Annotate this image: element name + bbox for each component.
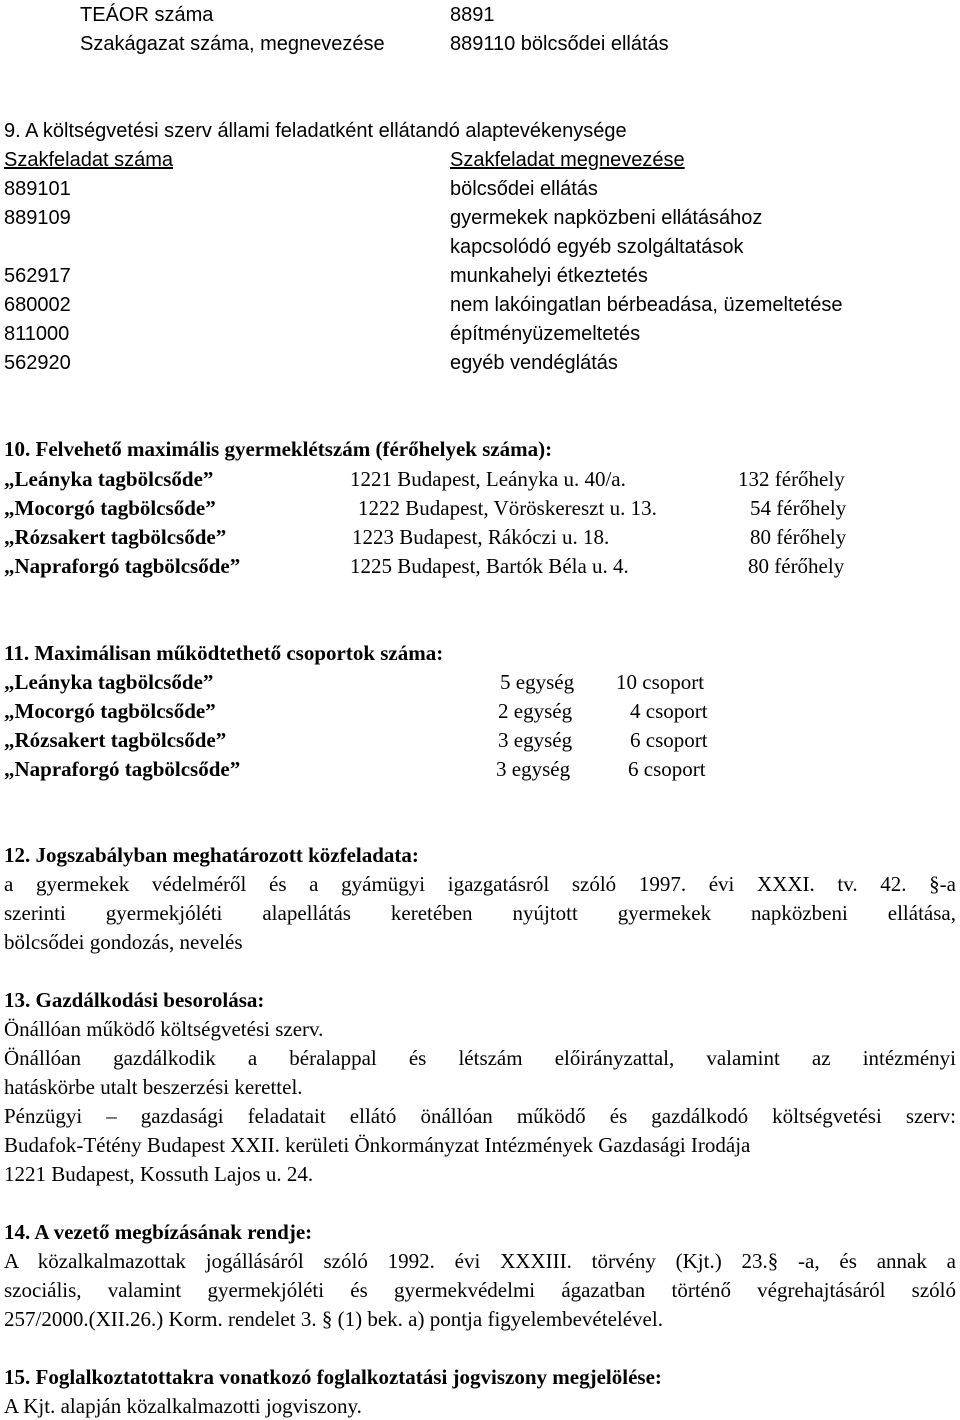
task-name: nem lakóingatlan bérbeadása, üzemeltetése — [450, 294, 843, 316]
group-count: 6 csoport — [630, 728, 708, 752]
section-12-title: 12. Jogszabályban meghatározott közfeladata: — [4, 843, 419, 867]
task-name: egyéb vendéglátás — [450, 352, 618, 374]
task-code: 562917 — [4, 265, 71, 287]
nursery-places: 132 férőhely — [738, 467, 845, 491]
nursery-address: 1223 Budapest, Rákóczi u. 18. — [352, 525, 610, 549]
group-units: 2 egység — [498, 699, 573, 723]
section-12-line: a gyermekek védelméről és a gyámügyi igazgatásról szóló 1997. évi XXXI. tv. 42. §-a — [4, 872, 956, 896]
nursery-name: „Napraforgó tagbölcsőde” — [4, 554, 241, 578]
nursery-address: 1221 Budapest, Leányka u. 40/a. — [350, 467, 626, 491]
nursery-places: 80 férőhely — [748, 554, 845, 578]
section-14-line: 257/2000.(XII.26.) Korm. rendelet 3. § (1) bek. a) pontja figyelembevételével. — [4, 1307, 663, 1331]
section-15-title: 15. Foglalkoztatottakra vonatkozó foglalkoztatási jogviszony megjelölése: — [4, 1365, 662, 1389]
branch-label: Szakágazat száma, megnevezése — [80, 33, 385, 55]
section-15-line: A Kjt. alapján közalkalmazotti jogviszony. — [4, 1394, 362, 1418]
section-11-heading: 11. Maximálisan működtethető csoportok száma: — [4, 641, 444, 665]
task-name: bölcsődei ellátás — [450, 178, 598, 200]
group-units: 3 egység — [498, 728, 573, 752]
task-code: 680002 — [4, 294, 71, 316]
section-13-line: Önállóan gazdálkodik a béralappal és létszám előirányzattal, valamint az intézményi — [4, 1046, 956, 1070]
section-13-title: 13. Gazdálkodási besorolása: — [4, 988, 265, 1012]
section-14-title: 14. A vezető megbízásának rendje: — [4, 1220, 313, 1244]
task-name: munkahelyi étkeztetés — [450, 265, 648, 287]
column-header-name: Szakfeladat megnevezése — [450, 149, 685, 171]
task-name-continued: kapcsolódó egyéb szolgáltatások — [450, 236, 744, 258]
section-13-line: Pénzügyi – gazdasági feladatait ellátó önállóan működő és gazdálkodó költségvetési szerv: — [4, 1104, 956, 1128]
task-code: 562920 — [4, 352, 71, 374]
nursery-name: „Leányka tagbölcsőde” — [4, 467, 214, 491]
nursery-name: „Rózsakert tagbölcsőde” — [4, 525, 227, 549]
task-code: 811000 — [4, 323, 70, 345]
group-count: 10 csoport — [616, 670, 705, 694]
group-nursery-name: „Mocorgó tagbölcsőde” — [4, 699, 216, 723]
task-name: gyermekek napközbeni ellátásához — [450, 207, 763, 229]
section-13-line: Budafok-Tétény Budapest XXII. kerületi Önkormányzat Intézmények Gazdasági Irodája — [4, 1133, 751, 1157]
group-units: 5 egység — [500, 670, 575, 694]
section-13-line: hatáskörbe utalt beszerzési kerettel. — [4, 1075, 303, 1099]
branch-value: 889110 bölcsődei ellátás — [450, 33, 669, 55]
nursery-name: „Mocorgó tagbölcsőde” — [4, 496, 216, 520]
task-code: 889109 — [4, 207, 71, 229]
task-name: építményüzemeltetés — [450, 323, 641, 345]
column-header-code: Szakfeladat száma — [4, 149, 173, 171]
task-code: 889101 — [4, 178, 71, 200]
section-10-title: 10. Felvehető maximális gyermeklétszám (férőhelyek száma): — [4, 437, 553, 461]
section-9-title: 9. A költségvetési szerv állami feladatként ellátandó alaptevékenysége — [4, 120, 627, 142]
section-13-line: 1221 Budapest, Kossuth Lajos u. 24. — [4, 1162, 314, 1186]
teaor-label: TEÁOR száma — [80, 4, 214, 26]
group-nursery-name: „Rózsakert tagbölcsőde” — [4, 728, 227, 752]
section-14-line: A közalkalmazottak jogállásáról szóló 1992. évi XXXIII. törvény (Kjt.) 23.§ -a, és annak a — [4, 1249, 956, 1273]
section-14-line: szociális, valamint gyermekjóléti és gyermekvédelmi ágazatban történő végrehajtásáról szóló — [4, 1278, 956, 1302]
section-12-line: szerinti gyermekjóléti alapellátás keretében nyújtott gyermekek napközbeni ellátása, — [4, 901, 956, 925]
section-13-line: Önállóan működő költségvetési szerv. — [4, 1017, 324, 1041]
group-nursery-name: „Napraforgó tagbölcsőde” — [4, 757, 241, 781]
section-11-title — [4, 640, 443, 666]
section-12-line: bölcsődei gondozás, nevelés — [4, 930, 243, 954]
nursery-address: 1222 Budapest, Vöröskereszt u. 13. — [358, 496, 657, 520]
group-nursery-name: „Leányka tagbölcsőde” — [4, 670, 214, 694]
group-count: 6 csoport — [628, 757, 706, 781]
nursery-address: 1225 Budapest, Bartók Béla u. 4. — [350, 554, 629, 578]
nursery-places: 80 férőhely — [750, 525, 847, 549]
group-units: 3 egység — [496, 757, 571, 781]
teaor-value: 8891 — [450, 4, 495, 26]
group-count: 4 csoport — [630, 699, 708, 723]
nursery-places: 54 férőhely — [750, 496, 847, 520]
